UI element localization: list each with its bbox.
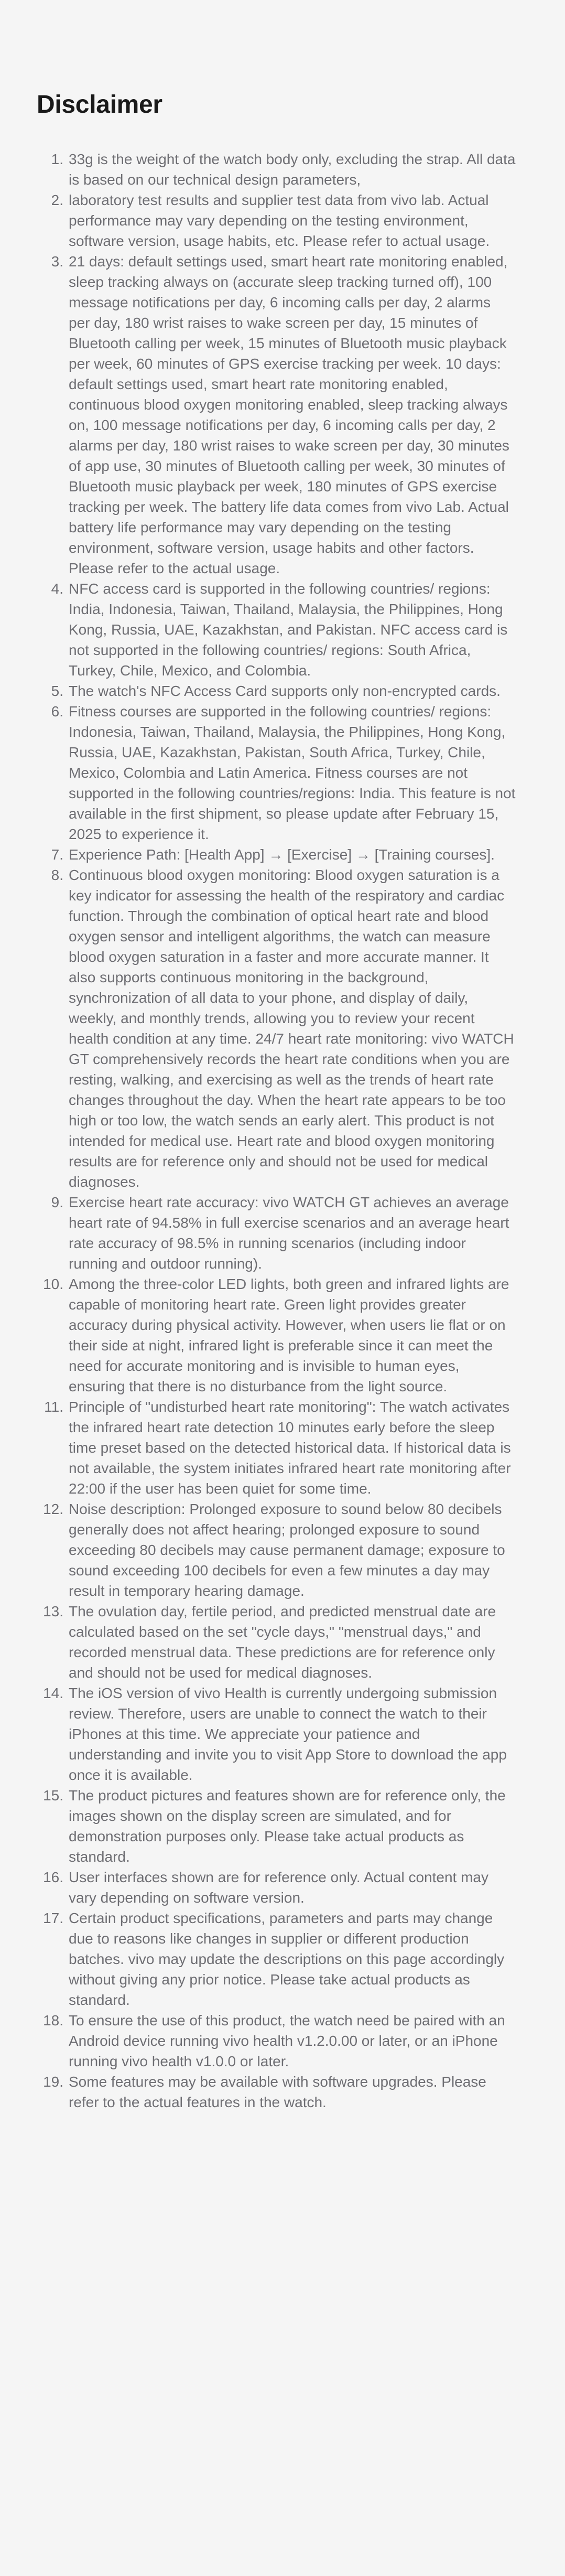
disclaimer-item — [37, 1274, 516, 1397]
disclaimer-item-number: 7. — [51, 846, 63, 863]
disclaimer-item — [37, 190, 516, 251]
disclaimer-item — [37, 701, 516, 844]
page-title: Disclaimer — [37, 91, 162, 119]
disclaimer-item-number: 18. — [43, 2012, 63, 2028]
disclaimer-item — [37, 149, 516, 190]
disclaimer-item — [37, 1908, 516, 2010]
disclaimer-item-number: 8. — [51, 867, 63, 883]
disclaimer-item-text: NFC access card is supported in the following countries/ regions: India, Indonesia, Taiwan, Thailand, Malaysia, the Philippines, Hong Kong, Russia, UAE, Kazakhstan, and Pakistan. NFC access card is not supported in the following countries/ regions: South Africa, Turkey, Chile, Mexico, and Colombia. — [69, 581, 508, 679]
disclaimer-item-number: 4. — [51, 581, 63, 597]
disclaimer-item — [37, 865, 516, 1192]
disclaimer-item-number: 1. — [51, 151, 63, 167]
disclaimer-item — [37, 1601, 516, 1683]
disclaimer-item — [37, 1867, 516, 1908]
disclaimer-item — [37, 681, 516, 701]
disclaimer-item-number: 11. — [44, 1399, 63, 1415]
disclaimer-item-text: Experience Path: [Health App] → [Exercise] → [Training courses]. — [69, 846, 495, 863]
disclaimer-item-text: Noise description: Prolonged exposure to sound below 80 decibels generally does not affect hearing; prolonged exposure to sound exceeding 80 decibels may cause permanent damage; exposure to sound exceeding 100 decibels for even a few minutes a day may result in temporary hearing damage. — [69, 1501, 505, 1599]
disclaimer-item-number: 12. — [43, 1501, 63, 1517]
disclaimer-item-text: The iOS version of vivo Health is currently undergoing submission review. Therefore, users are unable to connect the watch to their iPhones at this time. We appreciate your patience and understanding and invite you to visit App Store to download the app once it is available. — [69, 1685, 507, 1783]
disclaimer-item-number: 13. — [43, 1603, 63, 1619]
disclaimer-item-text: The product pictures and features shown are for reference only, the images shown on the display screen are simulated, and for demonstration purposes only. Please take actual products as standard. — [69, 1787, 506, 1865]
disclaimer-item-text: 33g is the weight of the watch body only, excluding the strap. All data is based on our technical design parameters, — [69, 151, 516, 188]
disclaimer-item-number: 10. — [43, 1276, 63, 1292]
disclaimer-item-text: Principle of "undisturbed heart rate monitoring": The watch activates the infrared heart rate detection 10 minutes early before the sleep time preset based on the detected historical data. If historical data is not available, the system initiates infrared heart rate monitoring after 22:00 if the user has been quiet for some time. — [69, 1399, 511, 1497]
disclaimer-list — [37, 149, 516, 2112]
disclaimer-item — [37, 1785, 516, 1867]
disclaimer-item-text: Certain product specifications, parameters and parts may change due to reasons like changes in supplier or different production batches. vivo may update the descriptions on this page accordingly without giving any prior notice. Please take actual products as standard. — [69, 1910, 505, 2008]
disclaimer-item-text: Among the three-color LED lights, both green and infrared lights are capable of monitoring heart rate. Green light provides greater accuracy during physical activity. However, when users lie flat or on their side at night, infrared light is preferable since it can meet the need for accurate monitoring and is invisible to human eyes, ensuring that there is no disturbance from the light source. — [69, 1276, 509, 1394]
disclaimer-item — [37, 1683, 516, 1785]
disclaimer-item-number: 5. — [51, 683, 63, 699]
disclaimer-item-number: 19. — [43, 2074, 63, 2090]
disclaimer-item-number: 9. — [51, 1194, 63, 1210]
disclaimer-item-number: 2. — [51, 192, 63, 208]
disclaimer-item — [37, 2010, 516, 2071]
disclaimer-item-number: 14. — [43, 1685, 63, 1701]
disclaimer-item — [37, 578, 516, 681]
disclaimer-item-number: 16. — [43, 1869, 63, 1885]
disclaimer-item — [37, 251, 516, 578]
disclaimer-item — [37, 844, 516, 865]
disclaimer-item-number: 17. — [43, 1910, 63, 1926]
disclaimer-item-text: The ovulation day, fertile period, and predicted menstrual date are calculated based on the set "cycle days," "menstrual days," and recorded menstrual data. These predictions are for reference only and should not be used for medical diagnoses. — [69, 1603, 496, 1681]
disclaimer-item — [37, 1499, 516, 1601]
disclaimer-item-text: Exercise heart rate accuracy: vivo WATCH GT achieves an average heart rate of 94.58% in full exercise scenarios and an average heart rate accuracy of 98.5% in running scenarios (including indoor running and outdoor running). — [69, 1194, 509, 1272]
disclaimer-item-text: To ensure the use of this product, the watch need be paired with an Android device running vivo health v1.2.0.00 or later, or an iPhone running vivo health v1.0.0 or later. — [69, 2012, 505, 2069]
disclaimer-item-text: User interfaces shown are for reference only. Actual content may vary depending on software version. — [69, 1869, 488, 1906]
disclaimer-item-number: 6. — [51, 703, 63, 720]
disclaimer-item — [37, 1397, 516, 1499]
disclaimer-item — [37, 2071, 516, 2112]
disclaimer-item-text: laboratory test results and supplier test data from vivo lab. Actual performance may vary depending on the testing environment, software version, usage habits, etc. Please refer to actual usage. — [69, 192, 490, 249]
disclaimer-item-text: Continuous blood oxygen monitoring: Blood oxygen saturation is a key indicator for assessing the health of the respiratory and cardiac function. Through the combination of optical heart rate and blood oxygen sensor and intelligent algorithms, the watch can measure blood oxygen saturation in a faster and more accurate manner. It also supports continuous monitoring in the background, synchronization of all data to your phone, and display of daily, weekly, and monthly trends, allowing you to review your recent health condition at any time. 24/7 heart rate monitoring: vivo WATCH GT comprehensively records the heart rate conditions when you are resting, walking, and exercising as well as the trends of heart rate changes throughout the day. When the heart rate appears to be too high or too low, the watch sends an early alert. This product is not intended for medical use. Heart rate and blood oxygen monitoring results are for reference only and should not be used for medical diagnoses. — [69, 867, 514, 1190]
disclaimer-item-text: Fitness courses are supported in the following countries/ regions: Indonesia, Taiwan, Thailand, Malaysia, the Philippines, Hong Kong, Russia, UAE, Kazakhstan, Pakistan, South Africa, Turkey, Chile, Mexico, Colombia and Latin America. Fitness courses are not supported in the following countries/regions: India. This feature is not available in the first shipment, so please update after February 15, 2025 to experience it. — [69, 703, 516, 842]
disclaimer-item-text: 21 days: default settings used, smart heart rate monitoring enabled, sleep tracking always on (accurate sleep tracking turned off), 100 message notifications per day, 6 incoming calls per day, 2 alarms per day, 180 wrist raises to wake screen per day, 15 minutes of Bluetooth calling per week, 15 minutes of Bluetooth music playback per week, 60 minutes of GPS exercise tracking per week. 10 days: default settings used, smart heart rate monitoring enabled, continuous blood oxygen monitoring enabled, sleep tracking always on, 100 message notifications per day, 6 incoming calls per day, 2 alarms per day, 180 wrist raises to wake screen per day, 30 minutes of app use, 30 minutes of Bluetooth calling per week, 30 minutes of Bluetooth music playback per week, 180 minutes of GPS exercise tracking per week. The battery life data comes from vivo Lab. Actual battery life performance may vary depending on the testing environment, software version, usage habits and other factors. Please refer to the actual usage. — [69, 253, 509, 576]
disclaimer-item-text: Some features may be available with software upgrades. Please refer to the actual features in the watch. — [69, 2074, 486, 2110]
disclaimer-item-number: 3. — [51, 253, 63, 270]
disclaimer-item-number: 15. — [43, 1787, 63, 1804]
disclaimer-item-text: The watch's NFC Access Card supports only non-encrypted cards. — [69, 683, 501, 699]
disclaimer-item — [37, 1192, 516, 1274]
